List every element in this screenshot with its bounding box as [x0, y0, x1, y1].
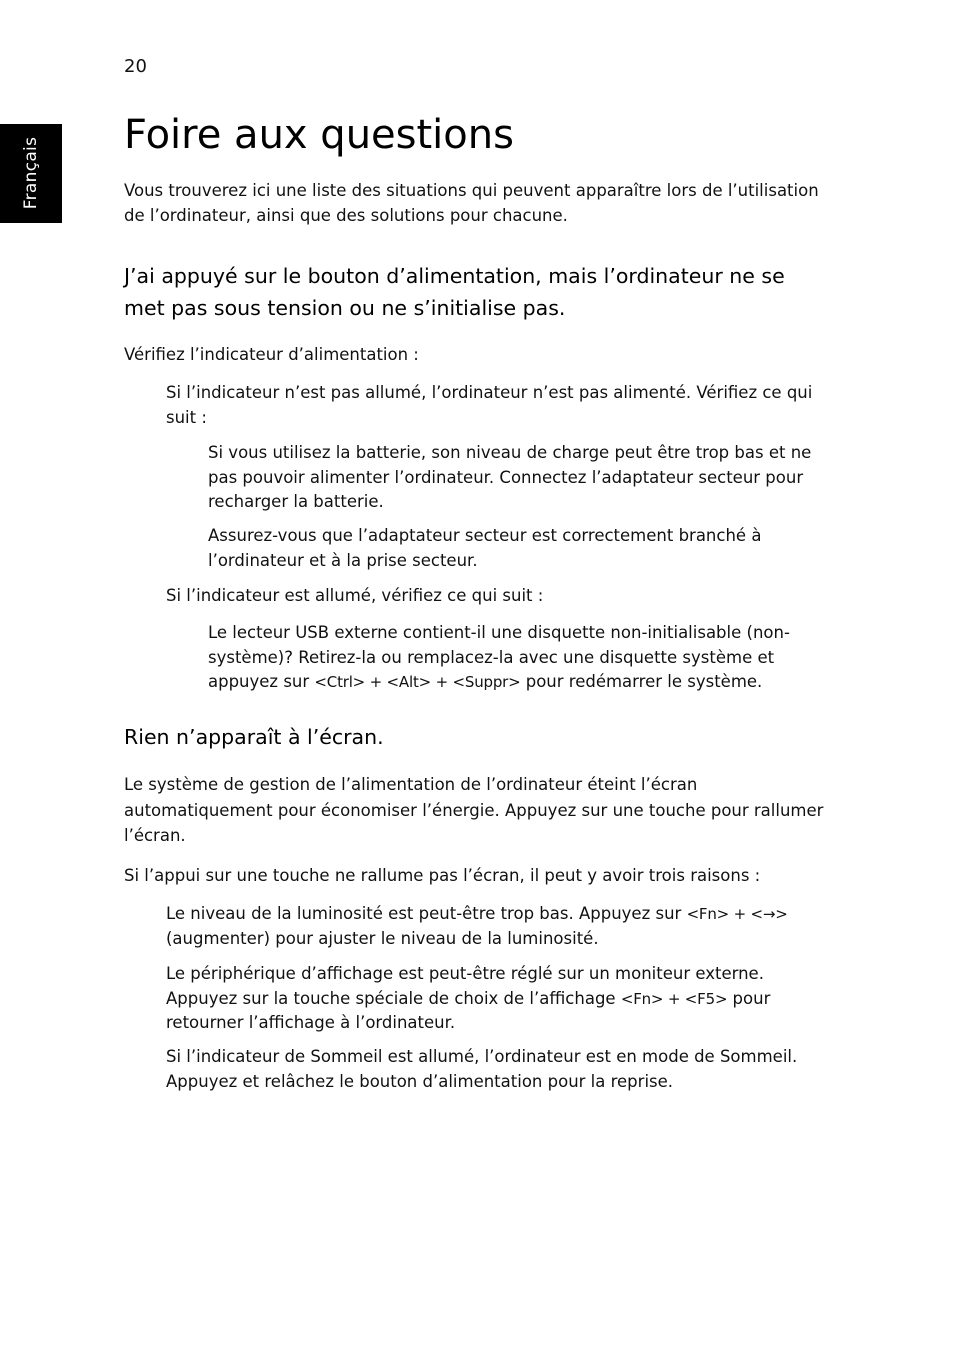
adapter-item: Assurez-vous que l’adaptateur secteur est correctement branché à l’ordinateur et à la prise secteur. — [208, 526, 762, 570]
page-number: 20 — [124, 56, 147, 77]
brightness-item — [166, 902, 816, 951]
display-switch-item — [166, 962, 816, 1036]
three-reasons-paragraph: Si l’appui sur une touche ne rallume pas l’écran, il peut y avoir trois raisons : — [124, 866, 761, 885]
display-key-combo: <Fn> + <F5> — [620, 989, 728, 1008]
reboot-key-combo: <Ctrl> + <Alt> + <Suppr> — [314, 673, 521, 691]
language-label: Français — [21, 136, 41, 210]
indicator-on-paragraph: Si l’indicateur est allumé, vérifiez ce qui suit : — [166, 586, 544, 605]
sleep-mode-item: Si l’indicateur de Sommeil est allumé, l’ordinateur est en mode de Sommeil. Appuyez et relâchez le bouton d’alimentation pour la reprise. — [166, 1047, 798, 1091]
check-indicator-text: Vérifiez l’indicateur d’alimentation : — [124, 345, 419, 364]
usb-item-text-end: pour redémarrer le système. — [520, 672, 763, 691]
display-item-text: Le périphérique d’affichage est peut-être réglé sur un moniteur externe. Appuyez sur la touche spéciale de choix de l’affichage — [166, 964, 764, 1008]
section-heading-power: J’ai appuyé sur le bouton d’alimentation, mais l’ordinateur ne se met pas sous tension ou ne s’initialise pas. — [124, 264, 785, 320]
battery-item: Si vous utilisez la batterie, son niveau de charge peut être trop bas et ne pas pouvoir alimenter l’ordinateur. Connectez l’adaptateur secteur pour recharger la batterie. — [208, 443, 812, 511]
brightness-item-text: Le niveau de la luminosité est peut-être trop bas. Appuyez sur — [166, 904, 687, 923]
intro-paragraph: Vous trouverez ici une liste des situations qui peuvent apparaître lors de l’utilisation de l’ordinateur, ainsi que des solutions pour chacune. — [124, 181, 819, 225]
display-item-text-end: pour retourner l’affichage à l’ordinateur. — [166, 988, 771, 1032]
language-side-tab — [0, 124, 62, 223]
brightness-item-text-end: (augmenter) pour ajuster le niveau de la luminosité. — [166, 928, 599, 948]
section-heading-screen: Rien n’apparaît à l’écran. — [124, 725, 384, 749]
brightness-key-combo: <Fn> + <→> — [686, 905, 788, 923]
usb-floppy-item — [208, 621, 818, 695]
usb-item-text: Le lecteur USB externe contient-il une disquette non-initialisable (non-système)? Retirez-la ou remplacez-la avec une disquette système et appuyez sur — [208, 623, 790, 691]
page-title: Foire aux questions — [124, 112, 514, 158]
indicator-off-paragraph: Si l’indicateur n’est pas allumé, l’ordinateur n’est pas alimenté. Vérifiez ce qui suit : — [166, 383, 813, 427]
power-management-paragraph: Le système de gestion de l’alimentation de l’ordinateur éteint l’écran automatiquement pour économiser l’énergie. Appuyez sur une touche pour rallumer l’écran. — [124, 775, 824, 845]
